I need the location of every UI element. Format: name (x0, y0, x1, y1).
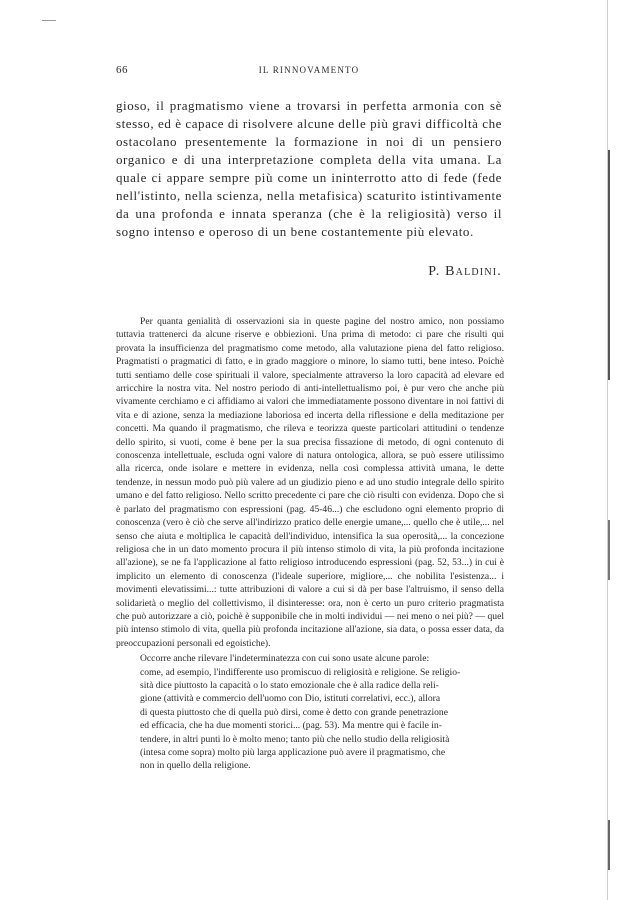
page-header (116, 64, 502, 80)
running-head: IL RINNOVAMENTO (258, 65, 360, 75)
scan-edge-shadow (608, 150, 610, 380)
scan-edge-shadow (608, 820, 610, 870)
author-signature (362, 264, 502, 280)
note-line: sità dice piuttosto la capacità o lo stato emozionale che è alla radice della reli- (140, 679, 439, 691)
author-name: P. Baldini. (428, 264, 502, 279)
note-paragraph: Per quanta genialità di osservazioni sia in queste pagine del nostro amico, non possiamo tuttavia trattenerci da alcune riserve e obbiezioni. Una prima di metodo: ci pare che risulti qui provata la insufficienza del pragmatismo come metodo, alla valutazione piena del fatto religioso. Pragmatisti o pragmatici di fatto, e in grado maggiore o minore, lo siamo tutti, bene inteso. Poichè tutti sentiamo delle cose spirituali il valore, specialmente attraverso la loro capacità ad elevare ed arricchire la nostra vita. Nel nostro periodo di anti-intellettualismo poi, è pur vero che anche più vivamente cerchiamo e ci affidiamo ai valori che immediatamente possono diventare in noi fattivi di vita e di azione, senza la mediazione laboriosa ed incerta della riflessione e della meditazione per concetti. Ma quando il pragmatismo, che rileva e teorizza queste particolari attitudini o tendenze dello spirito, si vuoti, come è bene per la sua precisa fissazione di metodo, di ogni contenuto di conoscenza intellettuale, escluda ogni valore di natura ontologica, allora, se può essere utilissimo alla ricerca, onde isolare e mettere in evidenza, nella così complessa attività umana, le dette tendenze, in nessun modo può più valere ad un giudizio pieno e ad uno studio integrale dello spirito umano e del fatto religioso. Nello scritto precedente ci pare che ciò risulti con evidenza. Dopo che si è parlato del pragmatismo con espressioni (pag. 45-46...) che escludono ogni elemento proprio di conoscenza (vero è ciò che serve all'indirizzo pratico delle energie umane,... quello che è utile,... nel senso che aiuta e moltiplica le capacità dell'individuo, intensifica la sua operosità,... la concezione religiosa che in un dato momento procura il più intenso stimolo di vita, la più profonda incitazione all'azione), se ne fa l'applicazione al fatto religioso introducendo espressioni (pag. 52, 53...) in cui è implicito un elemento di conoscenza (l'ideale superiore, migliore,... che nobilita l'esistenza... i movimenti elevatissimi...: tutte attribuzioni di valore a cui si dà per base l'altruismo, il senso della solidarietà o meglio del collettivismo, il disinteresse: ora, non è certo un puro criterio pragmatista che può autorizzare a ciò, poichè è supponibile che in molti individui — nei meno o nei più? — quel più intenso stimolo di vita, quella più profonda incitazione all'azione, sia data, o possa esser data, da preoccupazioni personali ed egoistiche). (116, 316, 504, 649)
note-line: non in quello della religione. (140, 760, 251, 772)
note-line: Occorre anche rilevare l'indeterminatezza con cui sono usate alcune parole: (140, 653, 430, 665)
note-line: come, ad esempio, l'indifferente uso promiscuo di religiosità e religione. Se religio- (140, 666, 461, 678)
note-paragraph (116, 652, 504, 773)
editorial-note (116, 315, 504, 773)
note-line: gione (attività e commercio dell'uomo con Dio, istituti correlativi, ecc.), allora (140, 693, 441, 705)
note-line: ed efficacia, che ha due momenti storici... (pag. 53). Ma mentre qui è facile in- (140, 720, 442, 732)
scan-page-edge (607, 0, 608, 900)
article-paragraph: gioso, il pragmatismo viene a trovarsi in perfetta armonia con sè stesso, ed è capace di risolvere alcune delle più gravi difficoltà che ostacolano presentemente la formazione in noi di un pensiero organico e di una interpretazione completa della vita umana. La quale ci appare sempre più come un ininterrotto atto di fede (fede nell'istinto, nella scienza, nella metafisica) scaturito istintivamente da una profonda e innata speranza (che è la religiosità) verso il sogno intenso e operoso di un bene costantemente più elevato. (116, 98, 502, 239)
note-line: tendere, in altri punti lo è molto meno; tanto più che nello studio della religiosità (140, 733, 450, 745)
scan-artifact-mark (42, 20, 56, 21)
page-number: 66 (116, 64, 128, 76)
article-conclusion (116, 97, 502, 241)
scan-edge-shadow (608, 520, 610, 580)
note-line: (intesa come sopra) molto più larga applicazione può avere il pragmatismo, che (140, 747, 446, 758)
note-line: di questa piuttosto che di quella può dirsi, come è detto con grande penetrazione (140, 706, 448, 718)
